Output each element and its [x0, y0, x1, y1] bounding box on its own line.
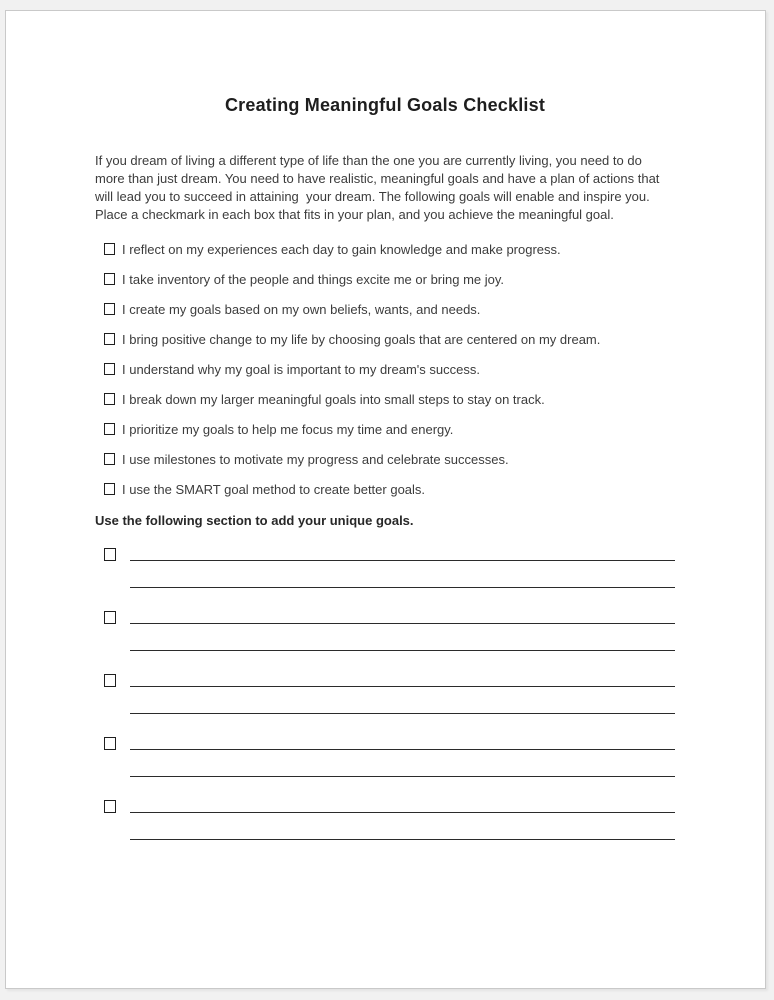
- goal-write-line-1[interactable]: [130, 598, 675, 624]
- custom-goal-row-2: [130, 687, 675, 713]
- checklist-item-label: I take inventory of the people and things excite me or bring me joy.: [122, 271, 505, 287]
- goal-write-line-2[interactable]: [130, 561, 675, 588]
- document-page: [5, 10, 766, 989]
- custom-goal-row-2: [130, 561, 675, 587]
- checklist-item-label: I prioritize my goals to help me focus my time and energy.: [122, 421, 454, 437]
- custom-goal-row-1: [95, 598, 675, 624]
- custom-goal-row-2: [130, 750, 675, 776]
- checkbox-icon[interactable]: [104, 333, 115, 345]
- custom-goal-entry: [95, 535, 675, 587]
- checklist-item-label: I reflect on my experiences each day to gain knowledge and make progress.: [122, 241, 561, 257]
- custom-goals-instruction: Use the following section to add your unique goals.: [95, 513, 414, 528]
- checkbox-icon[interactable]: [104, 453, 115, 465]
- checklist-item: [95, 264, 675, 294]
- checkbox-icon[interactable]: [104, 243, 115, 255]
- goal-write-line-1[interactable]: [130, 661, 675, 687]
- custom-goal-entry: [95, 787, 675, 839]
- checklist-item: [95, 384, 675, 414]
- page-content: [6, 95, 765, 839]
- checklist-item-label: I use milestones to motivate my progress and celebrate successes.: [122, 451, 509, 467]
- goal-write-line-1[interactable]: [130, 535, 675, 561]
- checkbox-icon[interactable]: [104, 273, 115, 285]
- checklist-item-label: I use the SMART goal method to create better goals.: [122, 481, 426, 497]
- custom-goal-row-1: [95, 724, 675, 750]
- checkbox-icon[interactable]: [104, 737, 116, 750]
- custom-goal-entry: [95, 724, 675, 776]
- checklist-item: [95, 324, 675, 354]
- checklist-item: [95, 474, 675, 504]
- checklist-item-label: I understand why my goal is important to my dream's success.: [122, 361, 480, 377]
- custom-goal-entry: [95, 661, 675, 713]
- checklist-item-label: I bring positive change to my life by choosing goals that are centered on my dream.: [122, 331, 601, 347]
- checkbox-icon[interactable]: [104, 363, 115, 375]
- goal-write-line-2[interactable]: [130, 750, 675, 777]
- checklist-item: [95, 444, 675, 474]
- custom-goal-row-2: [130, 624, 675, 650]
- checklist-item: [95, 414, 675, 444]
- goal-write-line-2[interactable]: [130, 624, 675, 651]
- goal-write-line-2[interactable]: [130, 813, 675, 840]
- page-title: Creating Meaningful Goals Checklist: [224, 95, 546, 115]
- checklist-item: [95, 354, 675, 384]
- checklist: [95, 234, 675, 504]
- checklist-item-label: I create my goals based on my own beliefs, wants, and needs.: [122, 301, 481, 317]
- goal-write-line-1[interactable]: [130, 787, 675, 813]
- checkbox-icon[interactable]: [104, 548, 116, 561]
- checkbox-icon[interactable]: [104, 611, 116, 624]
- checklist-item-label: I break down my larger meaningful goals into small steps to stay on track.: [122, 391, 545, 407]
- checkbox-icon[interactable]: [104, 393, 115, 405]
- checkbox-icon[interactable]: [104, 423, 115, 435]
- custom-goal-row-1: [95, 787, 675, 813]
- checkbox-icon[interactable]: [104, 483, 115, 495]
- goal-write-line-1[interactable]: [130, 724, 675, 750]
- intro-paragraph: If you dream of living a different type of life than the one you are currently living, you need to do more than just dream. You need to have realistic, meaningful goals and have a plan of actions that will lead you to succeed in attaining your dream. The following goals will enable and inspire you. Place a checkmark in each box that fits in your plan, and you achieve the meaningful goal.: [95, 153, 664, 222]
- custom-goal-entry: [95, 598, 675, 650]
- custom-goal-row-1: [95, 661, 675, 687]
- custom-goal-row-2: [130, 813, 675, 839]
- custom-goal-row-1: [95, 535, 675, 561]
- checkbox-icon[interactable]: [104, 674, 116, 687]
- checklist-item: [95, 234, 675, 264]
- checkbox-icon[interactable]: [104, 800, 116, 813]
- checkbox-icon[interactable]: [104, 303, 115, 315]
- custom-goal-entries: [95, 535, 675, 839]
- checklist-item: [95, 294, 675, 324]
- goal-write-line-2[interactable]: [130, 687, 675, 714]
